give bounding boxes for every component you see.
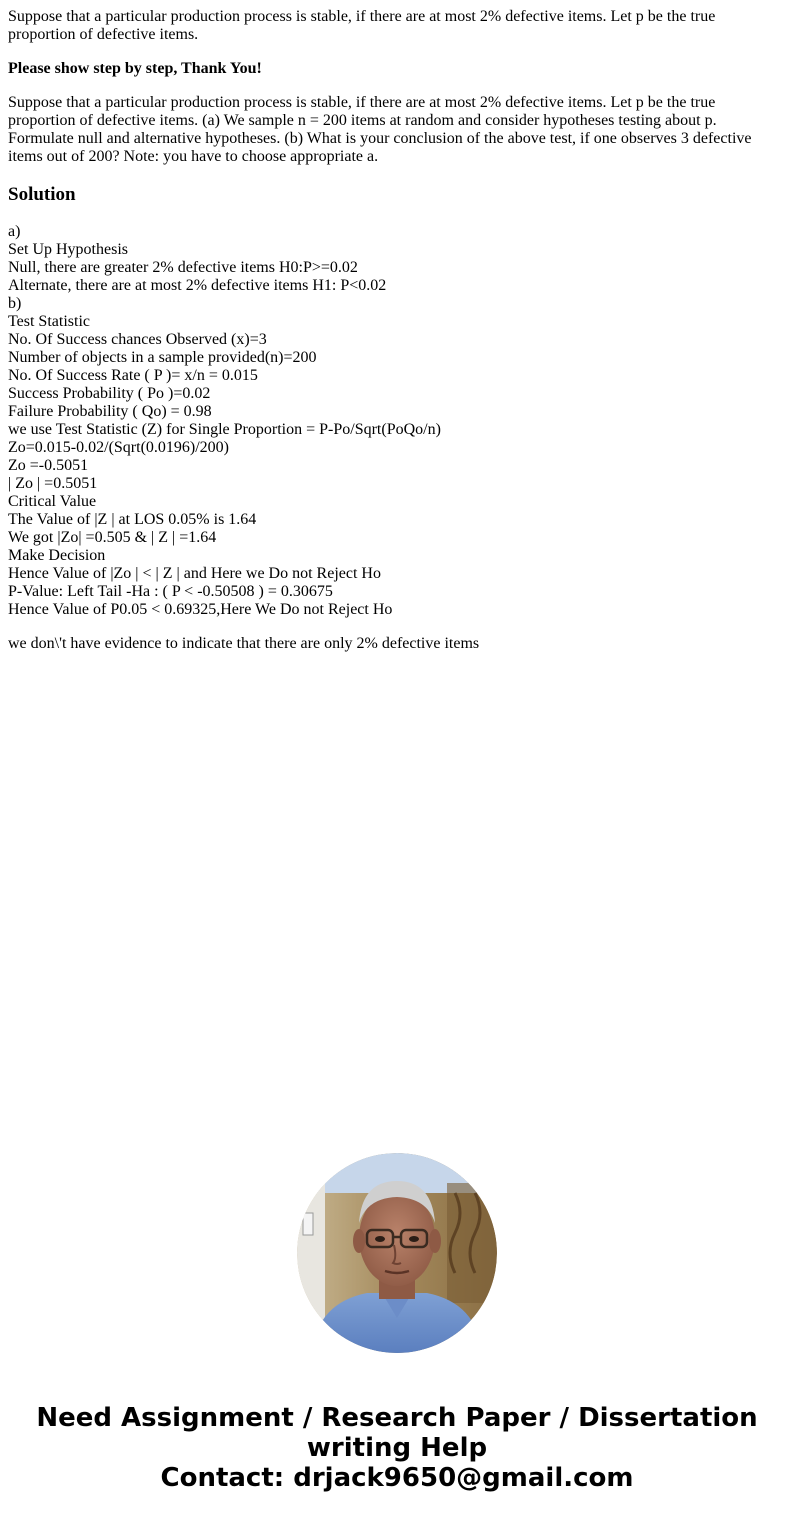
solution-line: Success Probability ( Po )=0.02 (8, 385, 211, 402)
solution-line: Critical Value (8, 493, 97, 510)
avatar-photo (297, 1153, 497, 1353)
footer-contact: Contact: drjack9650@gmail.com (160, 1463, 634, 1493)
solution-line: Set Up Hypothesis (8, 241, 128, 258)
tutor-avatar (297, 1153, 497, 1353)
question-request: Please show step by step, Thank You! (8, 60, 262, 77)
solution-conclusion: we don\'t have evidence to indicate that there are only 2% defective items (8, 635, 480, 652)
solution-line: Alternate, there are at most 2% defective items H1: P<0.02 (8, 277, 387, 294)
document-content (8, 8, 778, 669)
solution-line: Hence Value of |Zo | < | Z | and Here we Do not Reject Ho (8, 565, 381, 582)
solution-line: a) (8, 223, 21, 240)
solution-line: | Zo | =0.5051 (8, 475, 98, 492)
solution-line: Number of objects in a sample provided(n)=200 (8, 349, 317, 366)
solution-line: we use Test Statistic (Z) for Single Proportion = P-Po/Sqrt(PoQo/n) (8, 421, 441, 438)
solution-line: No. Of Success chances Observed (x)=3 (8, 331, 267, 348)
solution-heading: Solution (8, 184, 76, 205)
question-full-text: Suppose that a particular production process is stable, if there are at most 2% defective items. Let p be the true proportion of defective items. (a) We sample n = 200 items at random and consider hypotheses testing about p. Formulate null and alternative hypotheses. (b) What is your conclusion of the above test, if one observes 3 defective items out of 200? Note: you have to choose appropriate a. (8, 94, 752, 165)
solution-line: b) (8, 295, 22, 312)
solution-line: Hence Value of P0.05 < 0.69325,Here We Do not Reject Ho (8, 601, 393, 618)
solution-line: Zo =-0.5051 (8, 457, 89, 474)
footer-banner (0, 1403, 794, 1493)
footer-line: Need Assignment / Research Paper / Dissertation (36, 1403, 758, 1433)
solution-line: No. Of Success Rate ( P )= x/n = 0.015 (8, 367, 258, 384)
solution-line: Zo=0.015-0.02/(Sqrt(0.0196)/200) (8, 439, 229, 456)
footer-line: writing Help (306, 1433, 488, 1463)
solution-line: We got |Zo| =0.505 & | Z | =1.64 (8, 529, 217, 546)
solution-line: Make Decision (8, 547, 106, 564)
solution-body (8, 223, 778, 619)
solution-line: P-Value: Left Tail -Ha : ( P < -0.50508 ) = 0.30675 (8, 583, 333, 600)
solution-line: The Value of |Z | at LOS 0.05% is 1.64 (8, 511, 257, 528)
solution-line: Test Statistic (8, 313, 90, 330)
question-intro: Suppose that a particular production process is stable, if there are at most 2% defective items. Let p be the true proportion of defective items. (8, 8, 716, 43)
solution-line: Null, there are greater 2% defective items H0:P>=0.02 (8, 259, 358, 276)
solution-line: Failure Probability ( Qo) = 0.98 (8, 403, 212, 420)
